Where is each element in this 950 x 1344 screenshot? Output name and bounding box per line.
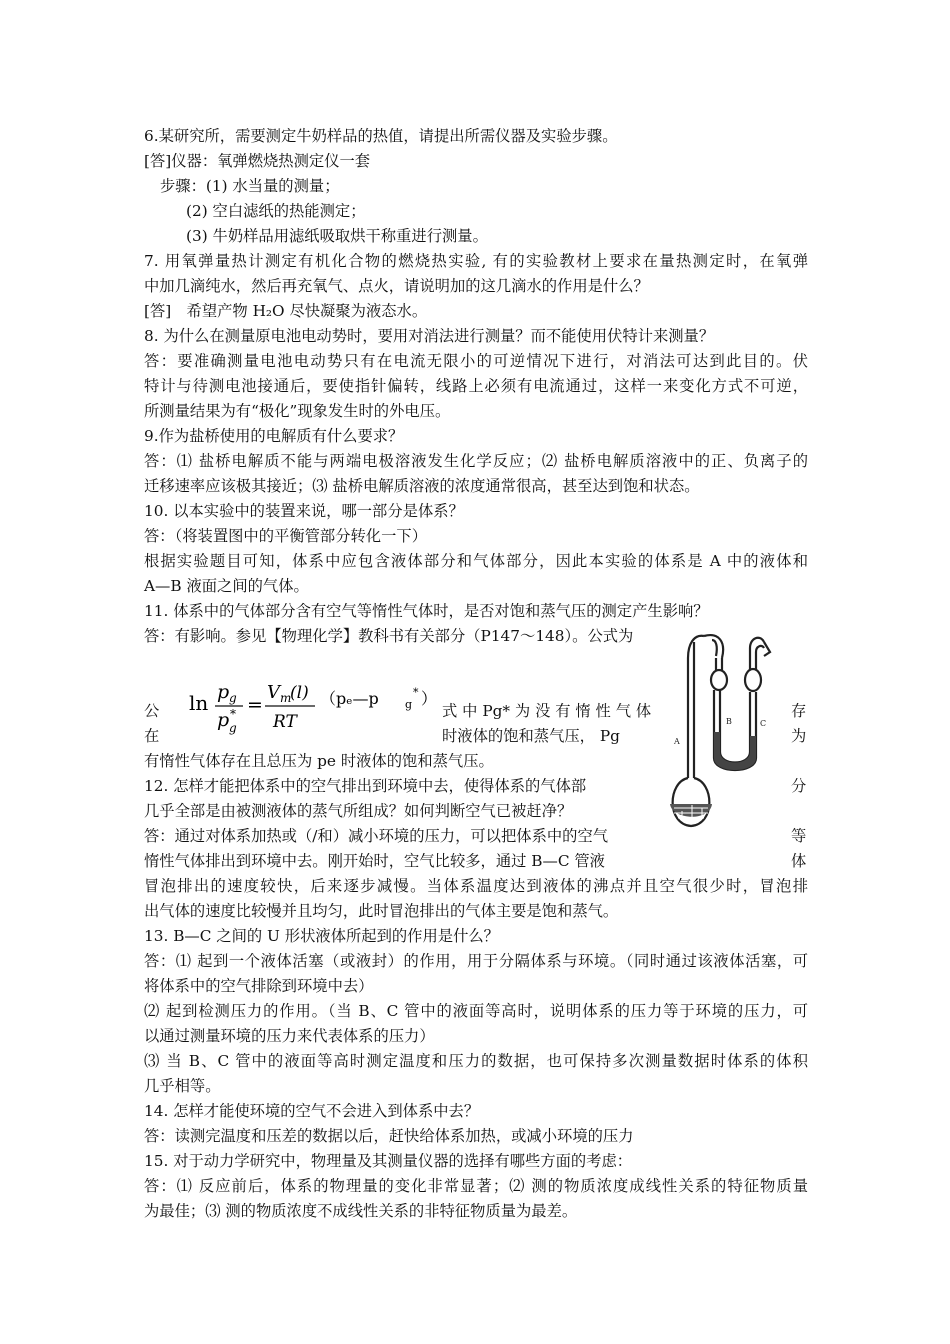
formula-condition-sub: g [405, 698, 413, 711]
answer-10-line-2: 根据实验题目可知，体系中应包含液体部分和气体部分，因此本实验的体系是 A 中的液体和 [144, 552, 808, 570]
answer-9-line-2: 迁移速率应该极其接近；⑶ 盐桥电解质溶液的浓度通常很高，甚至达到饱和状态。 [144, 477, 700, 495]
answer-9-line-1: 答：⑴ 盐桥电解质不能与两端电极溶液发生化学反应；⑵ 盐桥电解质溶液中的正、负离子的 [144, 452, 808, 470]
answer-11-line-1: 答：有影响。参见【物理化学】教科书有关部分（P147～148）。公式为 [144, 627, 634, 645]
answer-13-line-3: ⑵ 起到检测压力的作用。（当 B、C 管中的液面等高时，说明体系的压力等于环境的压力，可 [144, 1002, 808, 1020]
question-8: 8. 为什么在测量原电池电动势时，要用对消法进行测量？而不能使用伏特计来测量？ [144, 327, 715, 345]
question-12-line-1-end: 分 [791, 777, 807, 795]
wrap-line-2-mid: 时液体的饱和蒸气压， Pg [442, 727, 620, 745]
answer-7: [答] 希望产物 H₂O 尽快凝聚为液态水。 [144, 302, 428, 320]
question-11: 11. 体系中的气体部分含有空气等惰性气体时，是否对饱和蒸气压的测定产生影响？ [144, 602, 709, 620]
answer-12-line-2-end: 体 [791, 852, 807, 870]
question-6: 6.某研究所，需要测定牛奶样品的热值，请提出所需仪器及实验步骤。 [144, 127, 618, 145]
wrap-line-2-right: 为 [791, 727, 807, 745]
question-15: 15. 对于动力学研究中，物理量及其测量仪器的选择有哪些方面的考虑： [144, 1152, 633, 1170]
answer-12-line-2: 惰性气体排出到环境中去。刚开始时，空气比较多，通过 B—C 管液 [144, 852, 605, 870]
formula-condition: （pₑ—p [320, 689, 379, 708]
answer-12-line-1: 答：通过对体系加热或（/和）减小环境的压力，可以把体系中的空气 [144, 827, 609, 845]
formula-rhs-num-sub: m [280, 691, 292, 705]
answer-12-line-1-end: 等 [791, 827, 807, 845]
answer-6-step-3: (3) 牛奶样品用滤纸吸取烘干称重进行测量。 [186, 227, 488, 245]
formula-rhs-num: V [267, 682, 280, 703]
wrap-line-1-mid: 式 中 Pg* 为 没 有 惰 性 气 体 [442, 702, 652, 720]
formula-rhs-den: RT [273, 712, 297, 732]
formula-eq: = [247, 694, 263, 716]
wrap-line-1-right: 存 [791, 702, 807, 720]
answer-15-line-2: 为最佳；⑶ 测的物质浓度不成线性关系的非特征物质量为最差。 [144, 1202, 578, 1220]
answer-12-line-3: 冒泡排出的速度较快，后来逐步减慢。当体系温度达到液体的沸点并且空气很少时，冒泡排 [144, 877, 808, 895]
answer-15-line-1: 答：⑴ 反应前后，体系的物理量的变化非常显著；⑵ 测的物质浓度成线性关系的特征物质量 [144, 1177, 808, 1195]
formula-den-sup: * [230, 707, 236, 721]
question-12-line-1: 12. 怎样才能把体系中的空气排出到环境中去，使得体系的气体部 [144, 777, 587, 795]
question-10: 10. 以本实验中的装置来说，哪一部分是体系？ [144, 502, 464, 520]
answer-6-instrument: [答]仪器：氧弹燃烧热测定仪一套 [144, 152, 371, 170]
question-9: 9.作为盐桥使用的电解质有什么要求？ [144, 427, 404, 445]
answer-13-line-1: 答：⑴ 起到一个液体活塞（或液封）的作用，用于分隔体系与环境。（同时通过该液体活塞，可 [144, 952, 808, 970]
formula-num-sub: g [229, 691, 237, 705]
question-7-line-1: 7. 用氧弹量热计测定有机化合物的燃烧热实验, 有的实验教材上要求在量热测定时，在氧弹 [144, 252, 808, 270]
question-12-line-2: 几乎全部是由被测液体的蒸气所组成？如何判断空气已被赶净？ [144, 802, 573, 820]
wrap-line-1-left: 公 [144, 702, 160, 720]
answer-8-line-1: 答：要准确测量电池电动势只有在电流无限小的可逆情况下进行，对消法可达到此目的。伏 [144, 352, 808, 370]
question-13: 13. B—C 之间的 U 形状液体所起到的作用是什么？ [144, 927, 499, 945]
label-b: B [726, 717, 732, 726]
answer-8-line-2: 特计与待测电池接通后，要使指针偏转，线路上必须有电流通过，这样一来变化方式不可逆， [144, 377, 808, 395]
question-7-line-2: 中加几滴纯水，然后再充氧气、点火，请说明加的这几滴水的作用是什么？ [144, 277, 649, 295]
wrap-line-2-left: 在 [144, 727, 160, 745]
label-c: C [760, 719, 767, 728]
formula-num: p [217, 681, 230, 703]
formula-den-sub: g [229, 721, 237, 735]
formula-ln: ln [189, 691, 209, 715]
answer-13-line-5: ⑶ 当 B、C 管中的液面等高时测定温度和压力的数据，也可保持多次测量数据时体系的体积 [144, 1052, 808, 1070]
vapor-pressure-formula [187, 674, 437, 736]
answer-6-step-2: (2) 空白滤纸的热能测定； [186, 202, 366, 220]
isoteniscope-diagram [664, 628, 784, 836]
answer-13-line-6: 几乎相等。 [144, 1077, 221, 1095]
answer-10-line-1: 答：（将装置图中的平衡管部分转化一下） [144, 527, 427, 545]
formula-rhs-num-tail: (l) [290, 683, 309, 703]
formula-condition-sup: * [413, 686, 419, 699]
answer-13-line-4: 以通过测量环境的压力来代表体系的压力） [144, 1027, 435, 1045]
answer-14: 答：读测完温度和压差的数据以后，赶快给体系加热，或减小环境的压力 [144, 1127, 634, 1145]
formula-condition-close: ） [421, 689, 437, 708]
formula-den: p [217, 709, 230, 731]
label-a: A [674, 737, 680, 746]
glass-tubes [673, 635, 770, 826]
answer-12-line-4: 出气体的速度比较慢并且均匀，此时冒泡排出的气体主要是饱和蒸气。 [144, 902, 619, 920]
wrap-line-3: 有惰性气体存在且总压为 pe 时液体的饱和蒸气压。 [144, 752, 494, 770]
question-14: 14. 怎样才能使环境的空气不会进入到体系中去？ [144, 1102, 480, 1120]
answer-6-step-1: 步骤：(1) 水当量的测量； [160, 177, 340, 195]
answer-13-line-2: 将体系中的空气排除到环境中去） [144, 977, 374, 995]
answer-10-line-3: A—B 液面之间的气体。 [144, 577, 309, 595]
answer-8-line-3: 所测量结果为有“极化”现象发生时的外电压。 [144, 402, 451, 420]
